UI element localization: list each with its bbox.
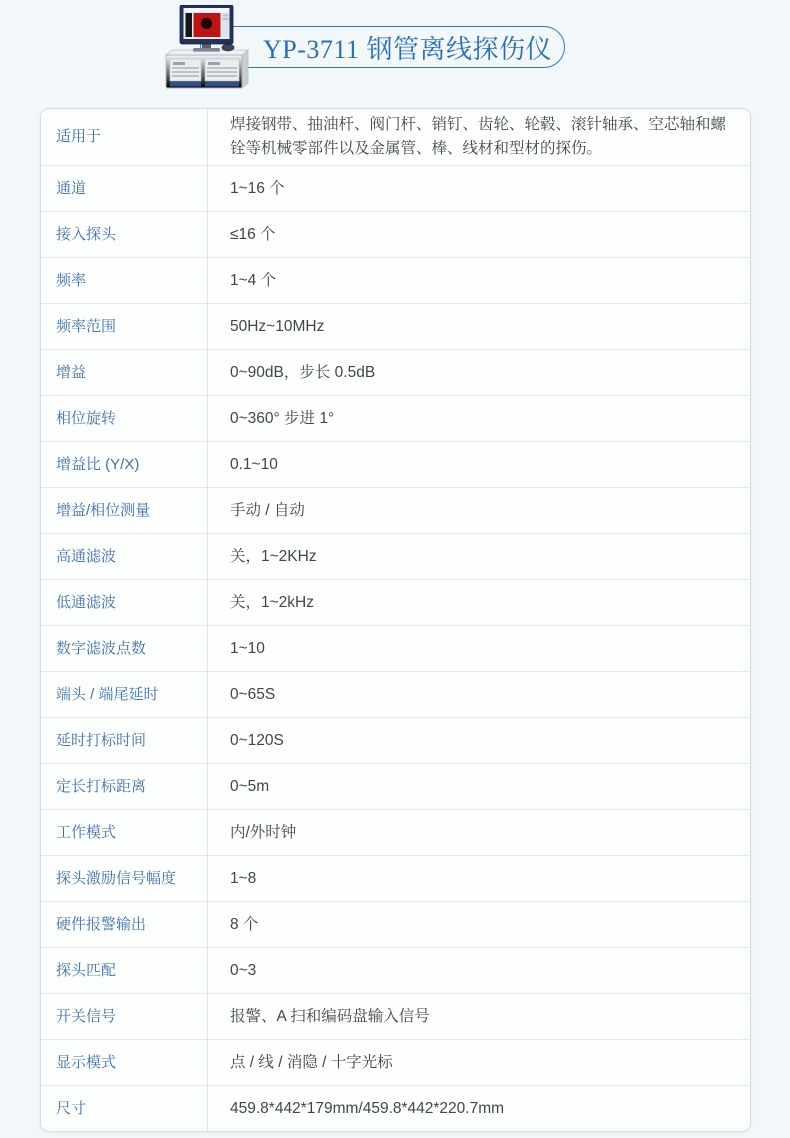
spec-value: 关，1~2KHz xyxy=(207,534,750,579)
spec-row xyxy=(41,349,750,395)
spec-value: 1~4 个 xyxy=(207,258,750,303)
spec-value: 0~360° 步进 1° xyxy=(207,396,750,441)
spec-label: 增益 xyxy=(56,363,87,381)
spec-row xyxy=(41,1039,750,1085)
spec-row xyxy=(41,211,750,257)
spec-value: 1~16 个 xyxy=(207,166,750,211)
spec-label: 工作模式 xyxy=(56,823,117,841)
spec-value: 0~120S xyxy=(207,718,750,763)
mouse xyxy=(222,44,234,51)
spec-value: 0~5m xyxy=(207,764,750,809)
header xyxy=(0,0,790,108)
spec-label: 增益比 (Y/X) xyxy=(56,455,140,473)
spec-value: 报警、A 扫和编码盘输入信号 xyxy=(207,994,750,1039)
spec-label: 探头激励信号幅度 xyxy=(56,869,177,887)
spec-label: 接入探头 xyxy=(56,225,117,243)
spec-value: 手动 / 自动 xyxy=(207,488,750,533)
chassis xyxy=(166,50,248,88)
spec-row xyxy=(41,109,750,165)
spec-value: 0~3 xyxy=(207,948,750,993)
spec-label: 延时打标时间 xyxy=(56,731,147,749)
spec-label: 显示模式 xyxy=(56,1053,117,1071)
spec-label: 定长打标距离 xyxy=(56,777,147,795)
spec-value: 50Hz~10MHz xyxy=(207,304,750,349)
spec-value: ≤16 个 xyxy=(207,212,750,257)
spec-value: 1~8 xyxy=(207,856,750,901)
monitor xyxy=(180,5,233,44)
spec-value: 8 个 xyxy=(207,902,750,947)
spec-row xyxy=(41,1085,750,1131)
spec-row xyxy=(41,809,750,855)
spec-row xyxy=(41,947,750,993)
page-title: YP-3711 钢管离线探伤仪 xyxy=(263,34,552,64)
spec-row xyxy=(41,671,750,717)
spec-value: 459.8*442*179mm/459.8*442*220.7mm xyxy=(207,1086,750,1131)
spec-label: 数字滤波点数 xyxy=(56,639,147,657)
spec-label: 硬件报警输出 xyxy=(56,915,147,933)
spec-value: 0~65S xyxy=(207,672,750,717)
spec-label: 相位旋转 xyxy=(56,409,117,427)
spec-label: 探头匹配 xyxy=(56,961,117,979)
spec-table xyxy=(40,108,751,1132)
spec-row xyxy=(41,395,750,441)
spec-label: 低通滤波 xyxy=(56,593,117,611)
product-title-pill xyxy=(200,26,565,68)
spec-value: 0~90dB，步长 0.5dB xyxy=(207,350,750,395)
spec-row xyxy=(41,487,750,533)
spec-row xyxy=(41,533,750,579)
spec-value: 内/外时钟 xyxy=(207,810,750,855)
spec-row xyxy=(41,625,750,671)
spec-label: 开关信号 xyxy=(56,1007,117,1025)
spec-label: 频率 xyxy=(56,271,87,289)
spec-label: 频率范围 xyxy=(56,317,117,335)
spec-row xyxy=(41,165,750,211)
spec-value: 关，1~2kHz xyxy=(207,580,750,625)
spec-row xyxy=(41,257,750,303)
spec-row xyxy=(41,901,750,947)
spec-row xyxy=(41,855,750,901)
spec-row xyxy=(41,763,750,809)
spec-label: 高通滤波 xyxy=(56,547,117,565)
spec-row xyxy=(41,993,750,1039)
spec-row xyxy=(41,441,750,487)
spec-label: 尺寸 xyxy=(56,1099,87,1117)
spec-value: 1~10 xyxy=(207,626,750,671)
spec-value: 焊接钢带、抽油杆、阀门杆、销钉、齿轮、轮毂、滚针轴承、空芯轴和螺铨等机械零部件以及金属管、棒、线材和型材的探伤。 xyxy=(207,109,750,165)
spec-row xyxy=(41,717,750,763)
spec-value: 0.1~10 xyxy=(207,442,750,487)
spec-label: 增益/相位测量 xyxy=(56,501,151,519)
flaw-detector-device-icon xyxy=(162,5,252,93)
spec-label: 端头 / 端尾延时 xyxy=(56,685,159,703)
spec-label: 适用于 xyxy=(56,128,102,145)
spec-value: 点 / 线 / 消隐 / 十字光标 xyxy=(207,1040,750,1085)
spec-label: 通道 xyxy=(56,179,87,197)
spec-row xyxy=(41,303,750,349)
spec-row xyxy=(41,579,750,625)
